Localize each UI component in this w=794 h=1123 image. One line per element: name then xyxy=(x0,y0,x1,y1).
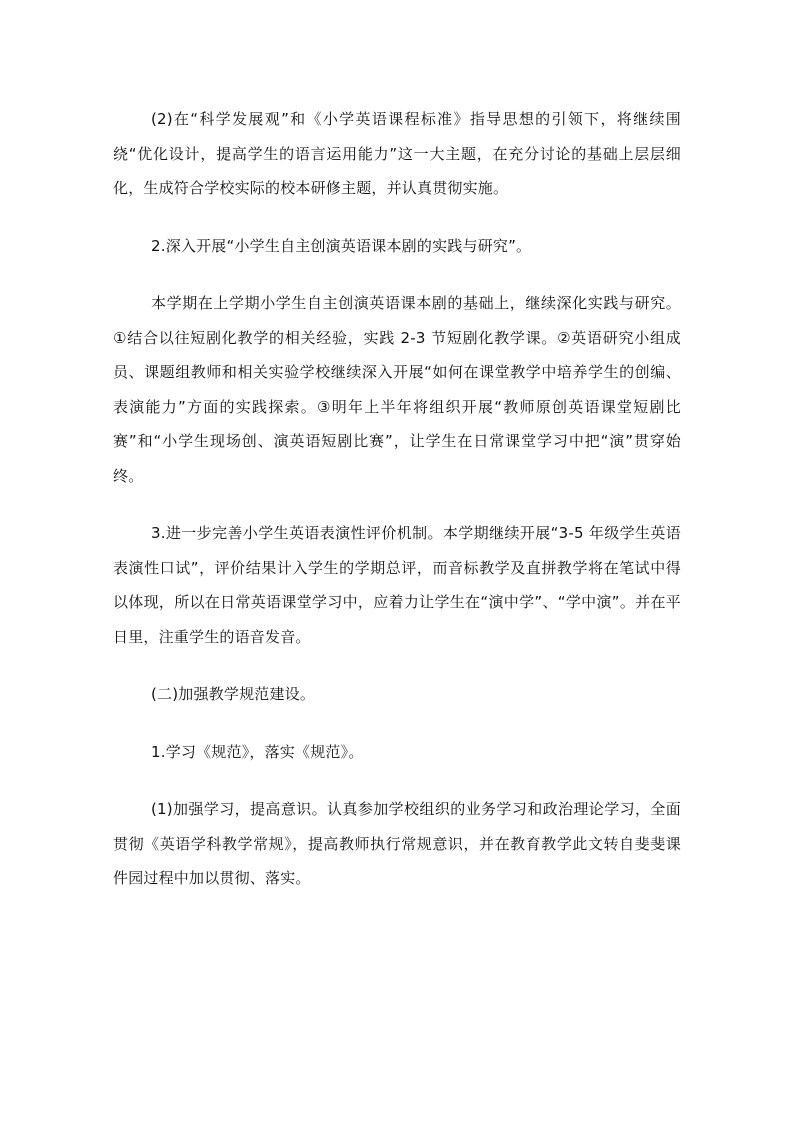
paragraph-heading-teaching-standards: (二)加强教学规范建设。 xyxy=(151,685,316,703)
document-body xyxy=(113,102,681,896)
paragraph-gap xyxy=(113,654,681,677)
paragraph-drama-practice: 本学期在上学期小学生自主创演英语课本剧的基础上，继续深化实践与研究。①结合以往短剧化教学的相关经验，实践 2-3 节短剧化教学课。②英语研究小组成员、课题组教师和相关实验学校继续深入开展“如何在课堂教学中培养学生的创编、表演能力”方面的实践探索。③明年上半年将组织开展“教师原创英语课堂短剧比赛”和“小学生现场创、演英语短剧比赛”，让学生在日常课堂学习中把“演”贯穿始终。 xyxy=(113,294,681,485)
paragraph-heading-textbook-drama: 2.深入开展“小学生自主创演英语课本剧的实践与研究”。 xyxy=(151,236,532,255)
paragraph-gap xyxy=(113,769,681,792)
paragraph-gap xyxy=(113,493,681,516)
paragraph-implementation-theme: (2)在“科学发展观”和《小学英语课程标准》指导思想的引领下，将继续围绕“优化设计，提高学生的语言运用能力”这一大主题，在充分讨论的基础上层层细化，生成符合学校实际的校本研修主题，并认真贯彻实施。 xyxy=(113,110,681,197)
paragraph-gap xyxy=(113,263,681,286)
paragraph-heading-study-standards: 1.学习《规范》，落实《规范》。 xyxy=(151,742,364,761)
paragraph-evaluation-mechanism: 3.进一步完善小学生英语表演性评价机制。本学期继续开展“3-5 年级学生英语表演性口试”，评价结果计入学生的学期总评，而音标教学及直拼教学将在笔试中得以体现，所以在日常英语课堂学习中，应着力让学生在“演中学”、“学中演”。并在平日里，注重学生的语音发音。 xyxy=(113,524,681,646)
paragraph-strengthen-study: (1)加强学习，提高意识。认真参加学校组织的业务学习和政治理论学习，全面贯彻《英语学科教学常规》，提高教师执行常规意识，并在教育教学此文转自斐斐课件园过程中加以贯彻、落实。 xyxy=(113,800,681,887)
paragraph-gap xyxy=(113,712,681,735)
paragraph-gap xyxy=(113,206,681,229)
